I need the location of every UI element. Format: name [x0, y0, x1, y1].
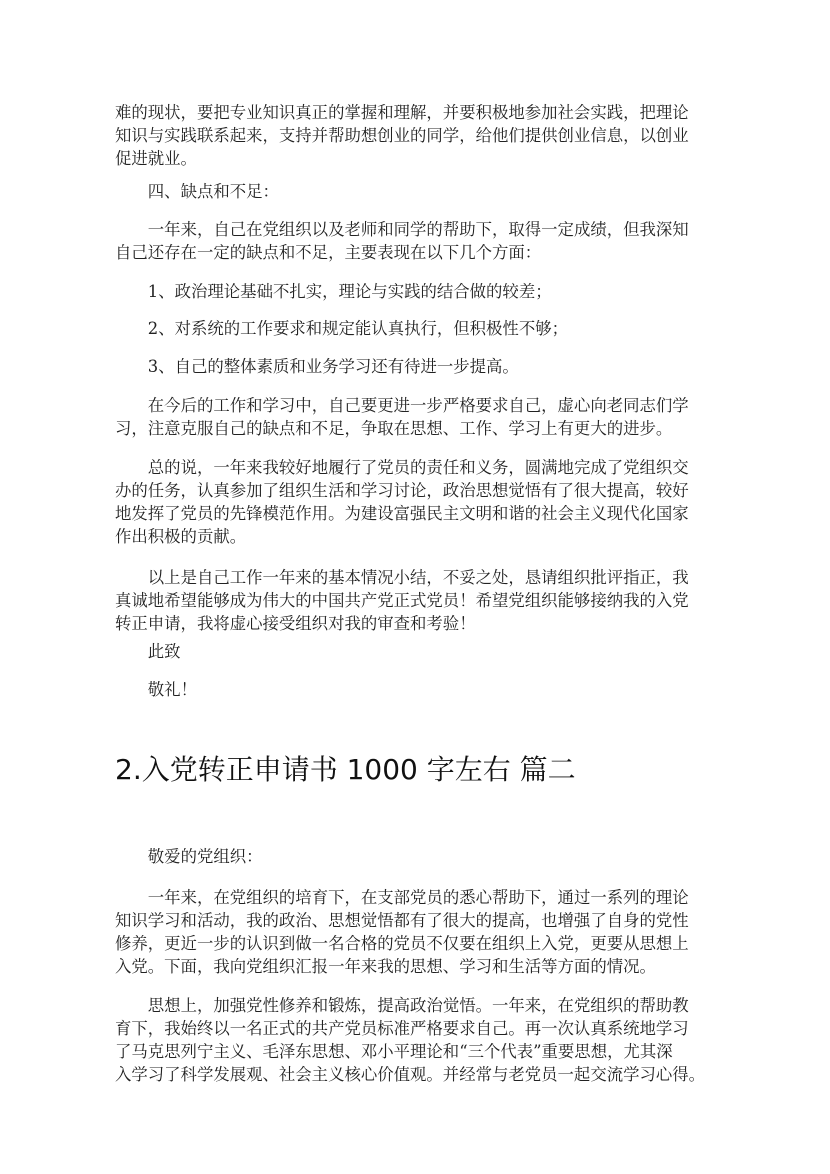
text-line: 1、政治理论基础不扎实，理论与实践的结合做的较差； [147, 282, 552, 301]
text-line: 促进就业。 [115, 149, 197, 168]
paragraph [115, 218, 715, 264]
text-line: 知识与实践联系起来，支持并帮助想创业的同学，给他们提供创业信息，以创业 [115, 126, 689, 145]
paragraph [115, 394, 715, 440]
paragraph [115, 280, 715, 303]
text-line: 育下，我始终以一名正式的共产党员标准严格要求自己。再一次认真系统地学习 [115, 1019, 689, 1038]
text-line: 敬爱的党组织： [147, 847, 263, 866]
text-line: 入党。下面，我向党组织汇报一年来我的思想、学习和生活等方面的情况。 [115, 957, 656, 976]
paragraph [115, 180, 715, 203]
text-line: 以上是自己工作一年来的基本情况小结，不妥之处，恳请组织批评指正，我 [147, 568, 689, 587]
text-line: 在今后的工作和学习中，自己要更进一步严格要求自己，虚心向老同志们学 [147, 396, 689, 415]
paragraph [115, 566, 715, 635]
text-line: 一年来，在党组织的培育下，在支部党员的悉心帮助下，通过一系列的理论 [147, 888, 689, 907]
text-line: 修养，更近一步的认识到做一名合格的党员不仅要在组织上入党，更要从思想上 [115, 934, 689, 953]
text-line: 作出积极的贡献。 [115, 527, 247, 546]
paragraph [115, 994, 715, 1086]
text-line: 习，注意克服自己的缺点和不足，争取在思想、工作、学习上有更大的进步。 [115, 419, 673, 438]
text-line: 入学习了科学发展观、社会主义核心价值观。并经常与老党员一起交流学习心得。 [115, 1065, 706, 1084]
paragraph [115, 678, 715, 701]
text-line: 此致 [147, 642, 181, 661]
text-line: 难的现状，要把专业知识真正的掌握和理解，并要积极地参加社会实践，把理论 [115, 103, 689, 122]
text-line: 2、对系统的工作要求和规定能认真执行，但积极性不够； [147, 319, 568, 338]
text-line: 3、自己的整体素质和业务学习还有待进一步提高。 [147, 357, 519, 376]
paragraph [115, 355, 715, 378]
text-line: 了马克思列宁主义、毛泽东思想、邓小平理论和“三个代表”重要思想，尤其深 [115, 1042, 673, 1061]
paragraph [115, 101, 715, 170]
paragraph [115, 456, 715, 548]
section-heading: 2.入党转正申请书 1000 字左右 篇二 [115, 753, 576, 786]
text-line: 真诚地希望能够成为伟大的中国共产党正式党员！希望党组织能够接纳我的入党 [115, 591, 689, 610]
paragraph [115, 886, 715, 978]
text-line: 转正申请，我将虚心接受组织对我的审查和考验！ [115, 614, 476, 633]
paragraph [115, 317, 715, 340]
paragraph [115, 640, 715, 663]
text-line: 知识学习和活动，我的政治、思想觉悟都有了很大的提高，也增强了自身的党性 [115, 911, 689, 930]
text-line: 自己还存在一定的缺点和不足，主要表现在以下几个方面： [115, 243, 542, 262]
text-line: 总的说，一年来我较好地履行了党员的责任和义务，圆满地完成了党组织交 [147, 458, 689, 477]
text-line: 办的任务，认真参加了组织生活和学习讨论，政治思想觉悟有了很大提高，较好 [115, 481, 689, 500]
text-line: 四、缺点和不足： [147, 182, 279, 201]
text-line: 敬礼！ [147, 680, 197, 699]
text-line: 地发挥了党员的先锋模范作用。为建设富强民主文明和谐的社会主义现代化国家 [115, 504, 689, 523]
text-line: 一年来，自己在党组织以及老师和同学的帮助下，取得一定成绩，但我深知 [147, 220, 689, 239]
text-line: 思想上，加强党性修养和锻炼，提高政治觉悟。一年来，在党组织的帮助教 [147, 996, 689, 1015]
paragraph [115, 845, 715, 868]
